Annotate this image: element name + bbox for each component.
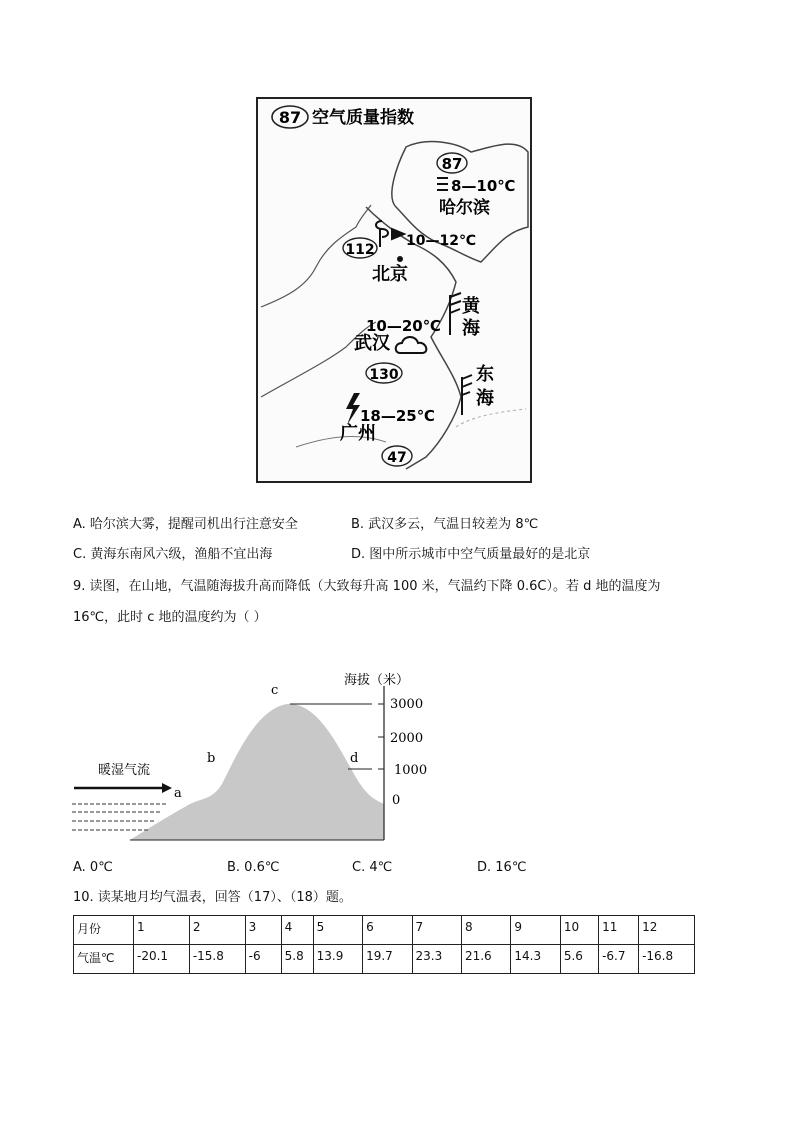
beijing-temp: 10—12℃ (406, 233, 476, 249)
temp-cell: 21.6 (461, 945, 510, 974)
tick-3000: 3000 (390, 697, 424, 712)
legend-aqi-number: 87 (278, 108, 302, 127)
q8-option-b: B. 武汉多云，气温日较差为 8℃ (351, 517, 539, 532)
q8-option-a: A. 哈尔滨大雾，提醒司机出行注意安全 (73, 517, 298, 532)
table-row (74, 945, 695, 974)
tick-2000: 2000 (390, 731, 424, 746)
temp-cell: 23.3 (412, 945, 461, 974)
q9-option-d: D. 16℃ (477, 860, 527, 875)
temp-cell: 5.8 (281, 945, 313, 974)
temp-cell: 13.9 (313, 945, 362, 974)
point-b: b (207, 751, 216, 766)
beijing-name: 北京 (372, 264, 408, 285)
wuhan-temp: 10—20℃ (366, 317, 441, 335)
q9-option-c: C. 4℃ (352, 860, 393, 875)
harbin-temp: 8—10℃ (451, 177, 516, 195)
yellow-sea-1: 黄 (462, 296, 480, 317)
q8-option-d: D. 图中所示城市中空气质量最好的是北京 (351, 547, 591, 562)
q8-option-c: C. 黄海东南风六级，渔船不宜出海 (73, 547, 273, 562)
weather-map (256, 97, 532, 483)
legend-title: 空气质量指数 (312, 108, 414, 128)
mountain-profile-figure (72, 664, 452, 846)
temp-cell: 5.6 (560, 945, 598, 974)
q9-option-a: A. 0℃ (73, 860, 113, 875)
month-cell: 11 (599, 916, 639, 945)
east-sea-1: 东 (476, 364, 494, 385)
month-cell: 5 (313, 916, 362, 945)
q9-stem-line2: 16℃，此时 c 地的温度约为（ ） (73, 610, 267, 625)
harbin-name: 哈尔滨 (439, 198, 490, 218)
guangzhou-temp: 18—25℃ (360, 407, 435, 425)
guangzhou-aqi: 47 (387, 450, 407, 466)
mountain-shape (130, 704, 384, 840)
tick-1000: 1000 (394, 763, 428, 778)
wuhan-name: 武汉 (354, 333, 390, 354)
q10-stem: 10. 读某地月均气温表，回答（17）、（18）题。 (73, 890, 352, 905)
month-cell: 4 (281, 916, 313, 945)
row-label-temp: 气温℃ (74, 945, 134, 974)
temp-cell: -16.8 (639, 945, 695, 974)
month-cell: 10 (560, 916, 598, 945)
month-cell: 8 (461, 916, 510, 945)
beijing-dot (397, 256, 403, 262)
monthly-temperature-table (73, 915, 695, 974)
month-cell: 2 (189, 916, 245, 945)
month-cell: 12 (639, 916, 695, 945)
month-cell: 9 (511, 916, 560, 945)
month-cell: 7 (412, 916, 461, 945)
month-cell: 1 (134, 916, 190, 945)
temp-cell: 14.3 (511, 945, 560, 974)
point-c: c (271, 683, 279, 698)
axis-title: 海拔（米） (344, 673, 410, 688)
wuhan-aqi: 130 (369, 367, 399, 383)
east-sea-2: 海 (476, 388, 494, 409)
temp-cell: -6 (245, 945, 281, 974)
airflow-label: 暖湿气流 (98, 763, 151, 778)
table-row (74, 916, 695, 945)
temp-cell: 19.7 (363, 945, 412, 974)
month-cell: 3 (245, 916, 281, 945)
harbin-aqi: 87 (441, 155, 463, 173)
month-cell: 6 (363, 916, 412, 945)
q9-option-b: B. 0.6℃ (227, 860, 280, 875)
beijing-aqi: 112 (345, 242, 375, 258)
temp-cell: -15.8 (189, 945, 245, 974)
yellow-sea-2: 海 (462, 318, 480, 339)
point-a: a (174, 786, 182, 801)
row-label-month: 月份 (74, 916, 134, 945)
point-d: d (350, 751, 359, 766)
tick-0: 0 (392, 793, 401, 808)
temp-cell: -6.7 (599, 945, 639, 974)
temp-cell: -20.1 (134, 945, 190, 974)
q9-stem-line1: 9. 读图，在山地，气温随海拔升高而降低（大致每升高 100 米，气温约下降 0.6C）。若 d 地的温度为 (73, 579, 661, 594)
guangzhou-name: 广州 (340, 423, 376, 444)
